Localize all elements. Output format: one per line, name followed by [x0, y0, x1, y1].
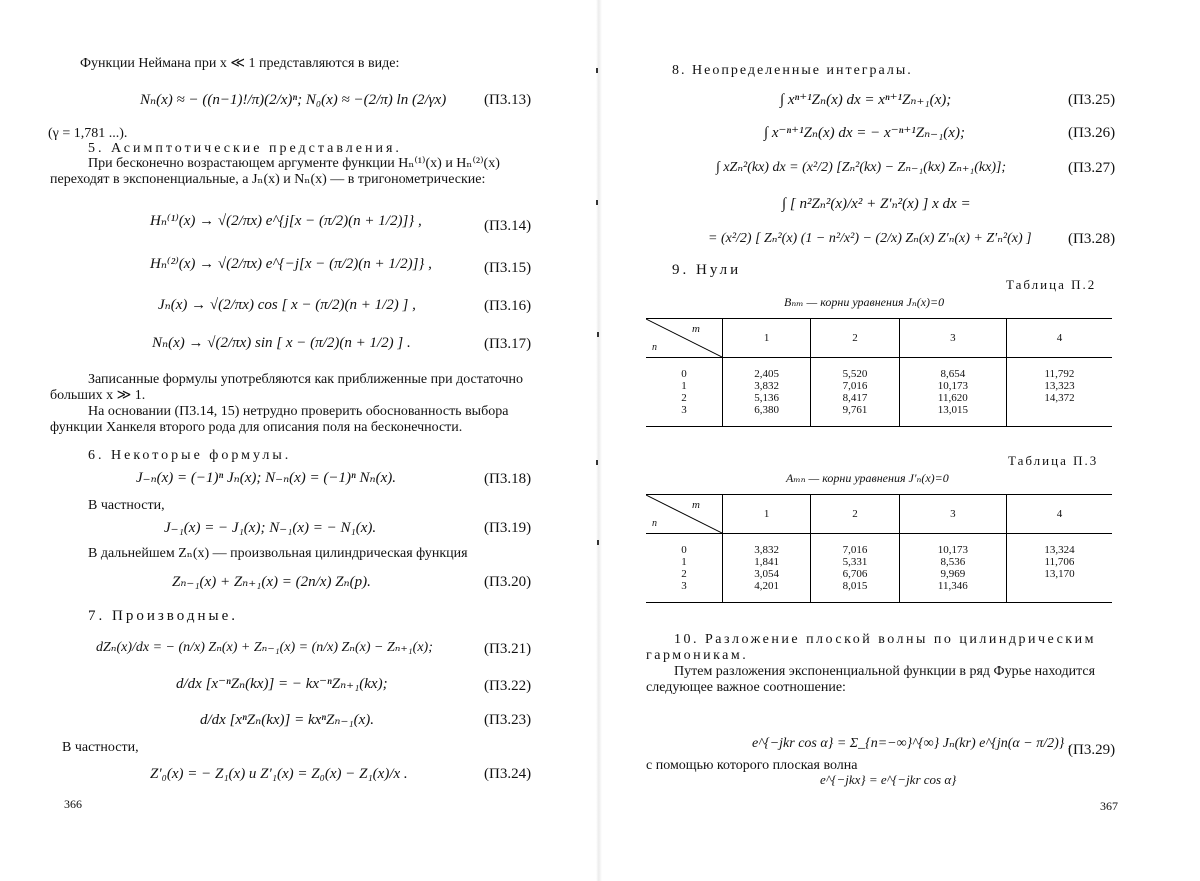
in-particular-1: В частности, — [88, 498, 165, 513]
column-header: 1 — [723, 495, 811, 534]
page-fold — [596, 0, 602, 881]
equation-number: (П3.26) — [1068, 125, 1116, 141]
equation-number: (П3.17) — [484, 336, 532, 352]
table-2-label: Таблица П.2 — [1006, 277, 1097, 292]
scan-mark — [596, 200, 598, 205]
scan-mark — [597, 332, 599, 337]
section-9-heading: 9. Нули — [672, 262, 742, 278]
equation-p3-13: Nₙ(x) ≈ − ((n−1)!/π)(2/x)ⁿ; N₀(x) ≈ −(2/π) ln (2/γx) — [140, 92, 447, 108]
equation-number: (П3.15) — [484, 260, 532, 276]
equation-p3-14: Hₙ⁽¹⁾(x) → √(2/πx) e^{j[x − (π/2)(n + 1/2)]} , — [150, 213, 422, 229]
table-cell: 14,372 — [1006, 392, 1112, 404]
corner-n-label: n — [652, 518, 657, 530]
corner-n-label: n — [652, 342, 657, 354]
section-7-heading: 7. Производные. — [88, 608, 238, 624]
table-cell: 11,706 — [1006, 556, 1112, 568]
table-cell: 2,405 — [723, 368, 811, 380]
table-cell: 13,323 — [1006, 380, 1112, 392]
intro-text: Функции Неймана при x ≪ 1 представляются в виде: — [80, 56, 400, 71]
table-cell: 9,761 — [811, 404, 899, 416]
equation-p3-19: J₋₁(x) = − J₁(x); N₋₁(x) = − N₁(x). — [164, 520, 377, 536]
column-header: 1 — [723, 319, 811, 358]
scan-mark — [596, 68, 598, 73]
table-cell: 3,054 — [723, 568, 811, 580]
equation-p3-15: Hₙ⁽²⁾(x) → √(2/πx) e^{−j[x − (π/2)(n + 1/2)]} , — [150, 256, 432, 272]
section-10-text: Путем разложения экспоненциальной функции в ряд Фурье находится следующее важное соотношение: — [646, 664, 1096, 696]
corner-m-label: m — [692, 499, 700, 511]
equation-number: (П3.22) — [484, 678, 532, 694]
equation-p3-22: d/dx [x⁻ⁿZₙ(kx)] = − kx⁻ⁿZₙ₊₁(kx); — [176, 676, 388, 692]
table-corner-cell — [646, 495, 723, 534]
equation-number: (П3.21) — [484, 641, 532, 657]
equation-p3-28-first-line: ∫ [ n²Zₙ²(x)/x² + Z′ₙ²(x) ] x dx = — [782, 196, 971, 212]
equation-p3-24: Z′₀(x) = − Z₁(x) и Z′₁(x) = Z₀(x) − Z₁(x)/x . — [150, 766, 408, 782]
equation-number: (П3.24) — [484, 766, 532, 782]
equation-p3-20: Zₙ₋₁(x) + Zₙ₊₁(x) = (2n/x) Zₙ(p). — [172, 574, 371, 590]
table-row — [646, 404, 1112, 416]
table-cell: 8,654 — [899, 368, 1006, 380]
table-corner-cell — [646, 319, 723, 358]
column-header: 2 — [811, 495, 899, 534]
equation-number: (П3.25) — [1068, 92, 1116, 108]
table-row — [646, 392, 1112, 404]
table-cell: 13,170 — [1006, 568, 1112, 580]
page-number-left: 366 — [64, 797, 82, 811]
scan-mark — [597, 540, 599, 545]
table-3 — [646, 494, 1112, 603]
equation-p3-18: J₋ₙ(x) = (−1)ⁿ Jₙ(x); N₋ₙ(x) = (−1)ⁿ Nₙ(x). — [136, 470, 396, 486]
equation-number: (П3.23) — [484, 712, 532, 728]
equation-number: (П3.13) — [484, 92, 532, 108]
page-number-right: 367 — [1100, 799, 1118, 813]
diagonal-divider — [646, 495, 722, 533]
row-index: 0 — [681, 368, 687, 380]
equation-p3-17: Nₙ(x) → √(2/πx) sin [ x − (π/2)(n + 1/2) ] . — [152, 335, 411, 351]
section-6-heading: 6. Некоторые формулы. — [88, 448, 292, 463]
table-cell: 11,346 — [899, 580, 1006, 592]
column-header: 4 — [1006, 319, 1112, 358]
equation-p3-29: e^{−jkr cos α} = Σ_{n=−∞}^{∞} Jₙ(kr) e^{jn(α − π/2)} , — [752, 736, 1072, 751]
table-row — [646, 544, 1112, 556]
table-cell: 8,417 — [811, 392, 899, 404]
table-cell: 3,832 — [723, 380, 811, 392]
equation-number: (П3.16) — [484, 298, 532, 314]
table-cell: 5,520 — [811, 368, 899, 380]
table-cell: 7,016 — [811, 380, 899, 392]
equation-number: (П3.20) — [484, 574, 532, 590]
table-cell: 6,706 — [811, 568, 899, 580]
corner-m-label: m — [692, 323, 700, 335]
equation-p3-27: ∫ xZₙ²(kx) dx = (x²/2) [Zₙ²(kx) − Zₙ₋₁(kx) Zₙ₊₁(kx)]; — [716, 160, 1007, 175]
row-index: 2 — [681, 392, 687, 404]
row-index: 2 — [681, 568, 687, 580]
equation-number: (П3.27) — [1068, 160, 1116, 176]
table-row — [646, 368, 1112, 380]
section-5-heading: 5. Асимптотические представления. — [88, 141, 402, 156]
section-10-heading: 10. Разложение плоской волны по цилиндрическим гармоникам. — [646, 632, 1096, 664]
table-cell: 13,015 — [899, 404, 1006, 416]
equation-p3-28-second-line: = (x²/2) [ Zₙ²(x) (1 − n²/x²) − (2/x) Zₙ(x) Z′ₙ(x) + Z′ₙ²(x) ] — [708, 231, 1032, 246]
equation-number: (П3.28) — [1068, 231, 1116, 247]
table-row — [646, 580, 1112, 592]
table-cell: 7,016 — [811, 544, 899, 556]
equation-p3-21: dZₙ(x)/dx = − (n/x) Zₙ(x) + Zₙ₋₁(x) = (n/x) Zₙ(x) − Zₙ₊₁(x); — [96, 640, 433, 655]
table-cell: 11,620 — [899, 392, 1006, 404]
table-cell: 9,969 — [899, 568, 1006, 580]
column-header: 2 — [811, 319, 899, 358]
gamma-note: (γ = 1,781 ...). — [48, 126, 128, 141]
equation-number: (П3.19) — [484, 520, 532, 536]
in-particular-2: В частности, — [62, 740, 139, 755]
table-cell: 8,015 — [811, 580, 899, 592]
table-cell: 11,792 — [1006, 368, 1112, 380]
section-8-heading: 8. Неопределенные интегралы. — [672, 63, 913, 78]
table-2 — [646, 318, 1112, 427]
row-index: 0 — [681, 544, 687, 556]
arbitrary-function-note: В дальнейшем Zₙ(x) — произвольная цилиндрическая функция — [88, 546, 468, 561]
table-cell: 4,201 — [723, 580, 811, 592]
plane-wave-formula: e^{−jkx} = e^{−jkr cos α} — [820, 772, 957, 787]
equation-number: (П3.29) — [1068, 742, 1116, 758]
equation-p3-16: Jₙ(x) → √(2/πx) cos [ x − (π/2)(n + 1/2) ] , — [158, 297, 416, 313]
table-cell: 10,173 — [899, 380, 1006, 392]
table-2-caption: Bₙₘ — корни уравнения Jₙ(x)=0 — [784, 295, 945, 309]
diagonal-divider — [646, 319, 722, 357]
row-index: 3 — [681, 404, 687, 416]
table-cell: 10,173 — [899, 544, 1006, 556]
column-header: 3 — [899, 319, 1006, 358]
section-5-text: При бесконечно возрастающем аргументе функции Hₙ⁽¹⁾(x) и Hₙ⁽²⁾(x) переходят в экспоненциальные, а Jₙ(x) и Nₙ(x) — в тригонометрические: — [50, 156, 500, 188]
table-3-label: Таблица П.3 — [1008, 453, 1099, 468]
table-cell: 6,380 — [723, 404, 811, 416]
equation-p3-26: ∫ x⁻ⁿ⁺¹Zₙ(x) dx = − x⁻ⁿ⁺¹Zₙ₋₁(x); — [764, 125, 965, 141]
equation-number: (П3.14) — [484, 218, 532, 234]
equation-number: (П3.18) — [484, 471, 532, 487]
column-header: 4 — [1006, 495, 1112, 534]
table-row — [646, 568, 1112, 580]
table-cell: 5,136 — [723, 392, 811, 404]
table-cell: 5,331 — [811, 556, 899, 568]
equation-p3-25: ∫ xⁿ⁺¹Zₙ(x) dx = xⁿ⁺¹Zₙ₊₁(x); — [780, 92, 952, 108]
table-cell: 13,324 — [1006, 544, 1112, 556]
table-row — [646, 380, 1112, 392]
scan-mark — [596, 460, 598, 465]
column-header: 3 — [899, 495, 1006, 534]
paragraph-approximation: Записанные формулы употребляются как приближенные при достаточно больших x ≫ 1. — [50, 372, 524, 404]
equation-p3-23: d/dx [xⁿZₙ(kx)] = kxⁿZₙ₋₁(x). — [200, 712, 374, 728]
paragraph-hankel-check: На основании (П3.14, 15) нетрудно проверить обоснованность выбора функции Ханкеля второго рода для описания поля на бесконечности. — [50, 404, 509, 436]
row-index: 1 — [681, 380, 687, 392]
table-cell: 1,841 — [723, 556, 811, 568]
table-cell: 3,832 — [723, 544, 811, 556]
table-row — [646, 556, 1112, 568]
table-cell — [1006, 580, 1112, 592]
table-cell: 8,536 — [899, 556, 1006, 568]
table-3-caption: Aₘₙ — корни уравнения J′ₙ(x)=0 — [786, 471, 949, 485]
table-cell — [1006, 404, 1112, 416]
row-index: 3 — [681, 580, 687, 592]
row-index: 1 — [681, 556, 687, 568]
closing-text: с помощью которого плоская волна — [646, 758, 858, 773]
